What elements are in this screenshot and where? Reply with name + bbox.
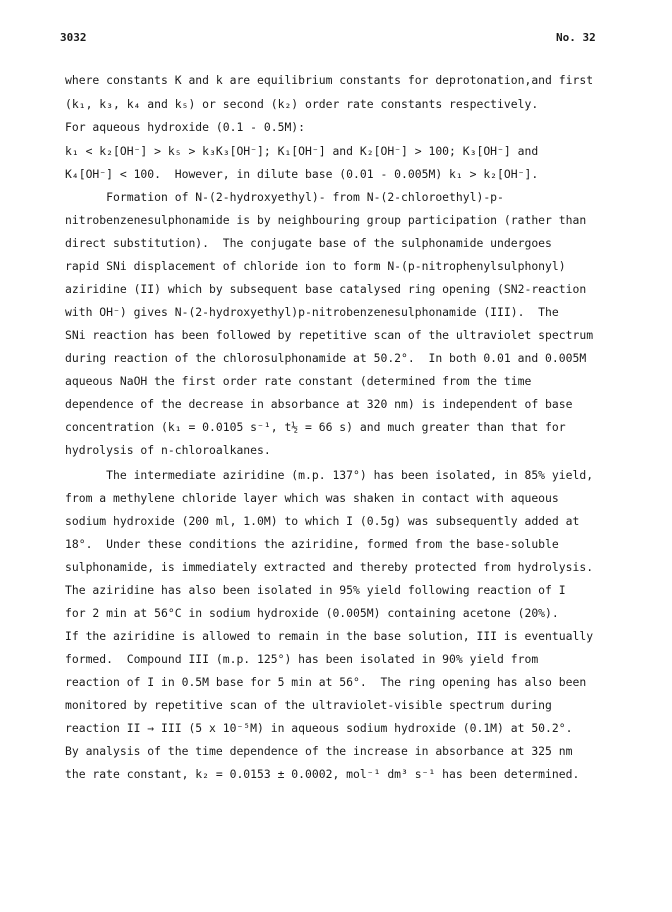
text-line: SNi reaction has been followed by repetitive scan of the ultraviolet spectrum [65,328,594,342]
text-line: direct substitution). The conjugate base of the sulphonamide undergoes [65,236,552,250]
text-line: from a methylene chloride layer which was shaken in contact with aqueous [65,491,559,505]
text-line: 18°. Under these conditions the aziridine, formed from the base-soluble [65,537,559,551]
text-line: with OH⁻) gives N-(2-hydroxyethyl)p-nitrobenzenesulphonamide (III). The [65,305,559,319]
text-line: concentration (k₁ = 0.0105 s⁻¹, t½ = 66 s) and much greater than that for [65,420,566,434]
text-line: Formation of N-(2-hydroxyethyl)- from N-(2-chloroethyl)-p- [65,190,504,204]
text-line: The aziridine has also been isolated in 95% yield following reaction of I [65,583,566,597]
text-line: rapid SNi displacement of chloride ion to form N-(p-nitrophenylsulphonyl) [65,259,566,273]
text-line: sodium hydroxide (200 ml, 1.0M) to which I (0.5g) was subsequently added at [65,514,580,528]
text-line: The intermediate aziridine (m.p. 137°) has been isolated, in 85% yield, [65,468,594,482]
text-line: for 2 min at 56°C in sodium hydroxide (0.005M) containing acetone (20%). [65,606,559,620]
text-line: K₄[OH⁻] < 100. However, in dilute base (0.01 - 0.005M) k₁ > k₂[OH⁻]. [65,167,539,181]
text-line: dependence of the decrease in absorbance at 320 nm) is independent of base [65,397,573,411]
text-line: during reaction of the chlorosulphonamide at 50.2°. In both 0.01 and 0.005M [65,351,587,365]
text-line: reaction of I in 0.5M base for 5 min at 56°. The ring opening has also been [65,675,587,689]
text-line: If the aziridine is allowed to remain in the base solution, III is eventually [65,629,594,643]
text-line: (k₁, k₃, k₄ and k₅) or second (k₂) order rate constants respectively. [65,97,539,111]
text-line: By analysis of the time dependence of the increase in absorbance at 325 nm [65,744,573,758]
text-line: For aqueous hydroxide (0.1 - 0.5M): [65,120,306,134]
page-number: 3032 [60,31,87,44]
text-line: aziridine (II) which by subsequent base catalysed ring opening (SN2-reaction [65,282,587,296]
text-line: monitored by repetitive scan of the ultraviolet-visible spectrum during [65,698,552,712]
text-line: nitrobenzenesulphonamide is by neighbouring group participation (rather than [65,213,587,227]
text-line: reaction II → III (5 x 10⁻⁵M) in aqueous sodium hydroxide (0.1M) at 50.2°. [65,721,573,735]
text-line: formed. Compound III (m.p. 125°) has been isolated in 90% yield from [65,652,539,666]
text-line: hydrolysis of n-chloroalkanes. [65,443,271,457]
text-line: k₁ < k₂[OH⁻] > k₅ > k₃K₃[OH⁻]; K₁[OH⁻] and K₂[OH⁻] > 100; K₃[OH⁻] and [65,144,539,158]
text-line: where constants K and k are equilibrium constants for deprotonation,and first [65,73,594,87]
text-line: sulphonamide, is immediately extracted and thereby protected from hydrolysis. [65,560,594,574]
text-line: the rate constant, k₂ = 0.0153 ± 0.0002, mol⁻¹ dm³ s⁻¹ has been determined. [65,767,580,781]
issue-number: No. 32 [556,31,596,44]
text-line: aqueous NaOH the first order rate constant (determined from the time [65,374,532,388]
